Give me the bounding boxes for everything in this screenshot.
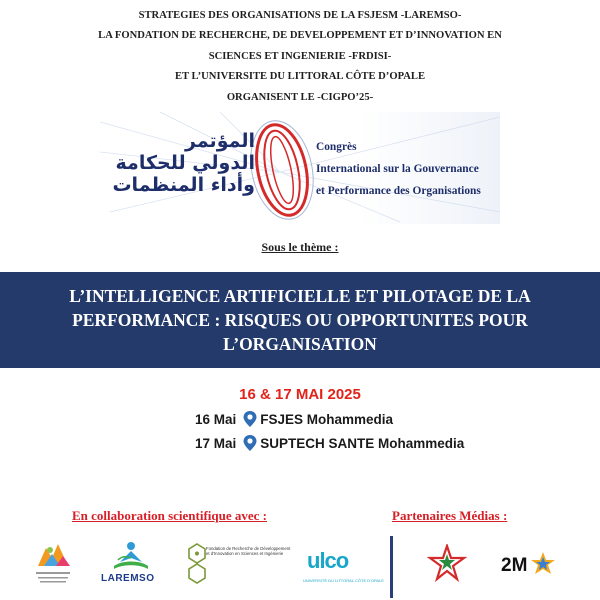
location-pin-icon [242, 434, 258, 452]
2m-logo: 2M [501, 555, 528, 576]
congress-arabic-name: المؤتمر الدولي للحكامة وأداء المنظمات [112, 130, 255, 196]
location-pin-icon [242, 410, 258, 428]
media-partners-label: Partenaires Médias : [392, 508, 508, 523]
header-line-2: LA FONDATION DE RECHERCHE, DE DEVELOPPEMENT ET D’INNOVATION EN [98, 30, 502, 42]
event-dates: 16 & 17 MAI 2025 [239, 386, 361, 403]
session-day-1-place: FSJES Mohammedia [260, 411, 394, 427]
laremso-logo [108, 538, 154, 574]
theme-label: Sous le thème : [261, 240, 339, 254]
header-line-5: ORGANISENT LE -CIGPO’25- [226, 91, 374, 103]
session-day-2-date: 17 Mai [195, 435, 237, 451]
congress-latin-name: Congrès International sur la Gouvernance et Performance des Organisations [316, 141, 481, 197]
session-day-2-place: SUPTECH SANTE Mohammedia [260, 435, 465, 451]
header-line-1: STRATEGIES DES ORGANISATIONS DE LA FSJESM -LAREMSO- [138, 10, 462, 21]
laremso-logo-text: LAREMSO [101, 573, 155, 584]
2m-star-icon [530, 551, 556, 577]
congress-logo [100, 112, 500, 224]
frdisi-logo [186, 542, 208, 586]
session-day-1-date: 16 Mai [195, 411, 237, 427]
ulco-logo-subtitle: UNIVERSITÉ DU LITTORAL CÔTE D'OPALE [303, 578, 384, 583]
region-logo [30, 536, 76, 588]
theme-title: L’INTELLIGENCE ARTIFICIELLE ET PILOTAGE DE LA PERFORMANCE : RISQUES OU OPPORTUNITES POUR L’ORGANISATION [69, 286, 531, 354]
session-day-2 [195, 434, 464, 452]
partners-divider [390, 536, 393, 598]
ulco-logo: ulco [307, 548, 349, 573]
header-line-4: ET L’UNIVERSITE DU LITTORAL CÔTE D’OPALE [174, 71, 426, 83]
header-line-3: SCIENCES ET INGENIERIE -FRDISI- [208, 50, 392, 62]
theme-banner [0, 272, 600, 368]
organizers-header [0, 6, 600, 108]
frdisi-logo-text: Fondation de Recherche de Développement et d'Innovation en Sciences et Ingénierie [206, 546, 291, 557]
session-day-1 [195, 410, 393, 428]
snrt-star-logo [427, 544, 467, 584]
collaboration-label: En collaboration scientifique avec : [72, 508, 267, 523]
globe-emblem [249, 120, 315, 220]
